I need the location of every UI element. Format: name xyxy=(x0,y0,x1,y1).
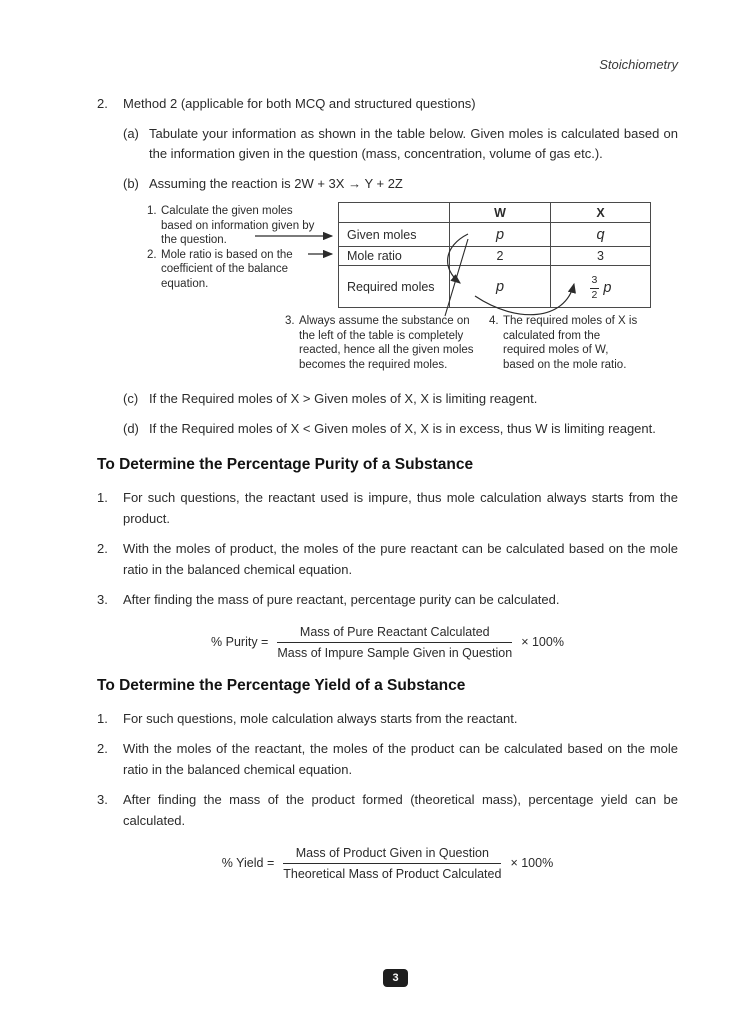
method2-title: Method 2 (applicable for both MCQ and structured questions) xyxy=(123,96,476,111)
purity-item-2-text: With the moles of product, the moles of the pure reactant can be calculated based on the mole ratio in the balanced chemical equation. xyxy=(123,541,678,577)
purity-item-2-number: 2. xyxy=(97,541,108,557)
item-d-text: If the Required moles of X < Given moles of X, X is in excess, thus W is limiting reagent. xyxy=(149,420,656,436)
required-moles-w: p xyxy=(450,266,551,308)
yield-item-1 xyxy=(97,709,678,730)
purity-item-3-number: 3. xyxy=(97,592,108,608)
yield-formula-fraction xyxy=(283,846,501,881)
method2-heading-item xyxy=(97,94,678,115)
yield-item-3 xyxy=(97,790,678,831)
yield-item-1-number: 1. xyxy=(97,710,108,726)
required-moles-label: Required moles xyxy=(339,266,450,308)
table-header-row xyxy=(339,203,651,223)
yield-item-3-text: After finding the mass of the product formed (theoretical mass), percentage yield can be calculated. xyxy=(123,792,678,828)
annotation-1-number: 1. xyxy=(147,205,157,218)
page-number-wrap xyxy=(97,969,678,987)
purity-item-1-number: 1. xyxy=(97,490,108,506)
annotation-2-number: 2. xyxy=(147,248,157,261)
item-a-label: (a) xyxy=(123,125,139,141)
item-c-text: If the Required moles of X > Given moles of X, X is limiting reagent. xyxy=(149,391,538,407)
yield-formula-numerator: Mass of Product Given in Question xyxy=(283,846,501,864)
purity-formula-rhs: × 100% xyxy=(521,635,564,650)
item-b-label: (b) xyxy=(123,175,139,191)
fraction-variable: p xyxy=(603,280,612,297)
limiting-reagent-table xyxy=(338,202,651,308)
item-a-text: Tabulate your information as shown in the table below. Given moles is calculated based on the information given in the question (mass, concentration, volume of gas etc.). xyxy=(149,125,678,162)
mole-ratio-x: 3 xyxy=(551,247,651,266)
required-moles-x xyxy=(551,266,651,308)
purity-item-3-text: After finding the mass of pure reactant, percentage purity can be calculated. xyxy=(123,592,560,608)
annotation-4 xyxy=(489,314,641,372)
table-row-given-moles xyxy=(339,223,651,247)
moles-table-figure xyxy=(97,200,678,378)
fraction-denominator: 2 xyxy=(591,288,598,301)
yield-item-2 xyxy=(97,739,678,780)
given-moles-label: Given moles xyxy=(339,223,450,247)
annotation-3-text: Always assume the substance on the left of the table is completely reacted, hence all the given moles becomes the required moles. xyxy=(299,315,474,371)
yield-section-heading: To Determine the Percentage Yield of a Substance xyxy=(97,676,466,694)
purity-item-2 xyxy=(97,539,678,580)
method2-item-b xyxy=(123,174,678,195)
yield-formula-denominator: Theoretical Mass of Product Calculated xyxy=(283,866,502,881)
yield-item-3-number: 3. xyxy=(97,792,108,808)
header-blank-cell xyxy=(339,203,450,223)
fraction-numerator: 3 xyxy=(590,275,600,289)
annotation-4-number: 4. xyxy=(489,315,499,328)
yield-formula-lhs: % Yield = xyxy=(221,856,275,870)
purity-section-heading: To Determine the Percentage Purity of a Substance xyxy=(97,456,474,474)
item-c-label: (c) xyxy=(123,391,139,407)
page-number-badge: 3 xyxy=(383,969,408,987)
yield-formula xyxy=(97,846,678,881)
table-row-mole-ratio xyxy=(339,247,651,266)
annotation-1-text: Calculate the given moles based on information given by the question. xyxy=(161,205,315,247)
method2-item-d xyxy=(123,419,678,440)
header-w-cell: W xyxy=(450,203,551,223)
table-row-required-moles xyxy=(339,266,651,308)
yield-formula-rhs: × 100% xyxy=(510,856,554,870)
purity-formula-denominator: Mass of Impure Sample Given in Question xyxy=(277,645,513,660)
annotation-4-text: The required moles of X is calculated from the required moles of W, based on the mole ratio. xyxy=(503,315,638,371)
purity-formula-fraction xyxy=(277,625,512,660)
purity-formula xyxy=(97,625,678,660)
annotation-1 xyxy=(147,204,323,247)
yield-item-2-number: 2. xyxy=(97,741,108,757)
annotation-3 xyxy=(285,314,483,372)
item-d-label: (d) xyxy=(123,420,139,436)
running-head: Stoichiometry xyxy=(599,57,678,72)
annotation-2-text: Mole ratio is based on the coefficient of the balance equation. xyxy=(161,248,293,290)
mole-ratio-label: Mole ratio xyxy=(339,247,450,266)
yield-item-1-text: For such questions, mole calculation always starts from the reactant. xyxy=(123,710,518,726)
given-moles-x: q xyxy=(551,223,651,247)
figure-annotations-1-2 xyxy=(147,204,323,291)
yield-item-2-text: With the moles of the reactant, the moles of the product can be calculated based on the mole ratio in the balanced chemical equation. xyxy=(123,741,678,777)
method2-item-c xyxy=(123,389,678,410)
mole-ratio-w: 2 xyxy=(450,247,551,266)
header-x-cell: X xyxy=(551,203,651,223)
annotation-2 xyxy=(147,248,323,291)
purity-formula-lhs: % Purity = xyxy=(211,635,269,650)
purity-formula-numerator: Mass of Pure Reactant Calculated xyxy=(277,625,512,643)
purity-item-3 xyxy=(97,590,678,611)
purity-item-1 xyxy=(97,488,678,529)
purity-item-1-text: For such questions, the reactant used is impure, thus mole calculation always starts from the product. xyxy=(123,490,678,526)
method2-number: 2. xyxy=(97,96,108,111)
given-moles-w: p xyxy=(450,223,551,247)
annotation-3-number: 3. xyxy=(285,315,295,328)
method2-item-a xyxy=(123,124,678,165)
item-b-text: Assuming the reaction is 2W + 3X → Y + 2Z xyxy=(149,175,403,191)
